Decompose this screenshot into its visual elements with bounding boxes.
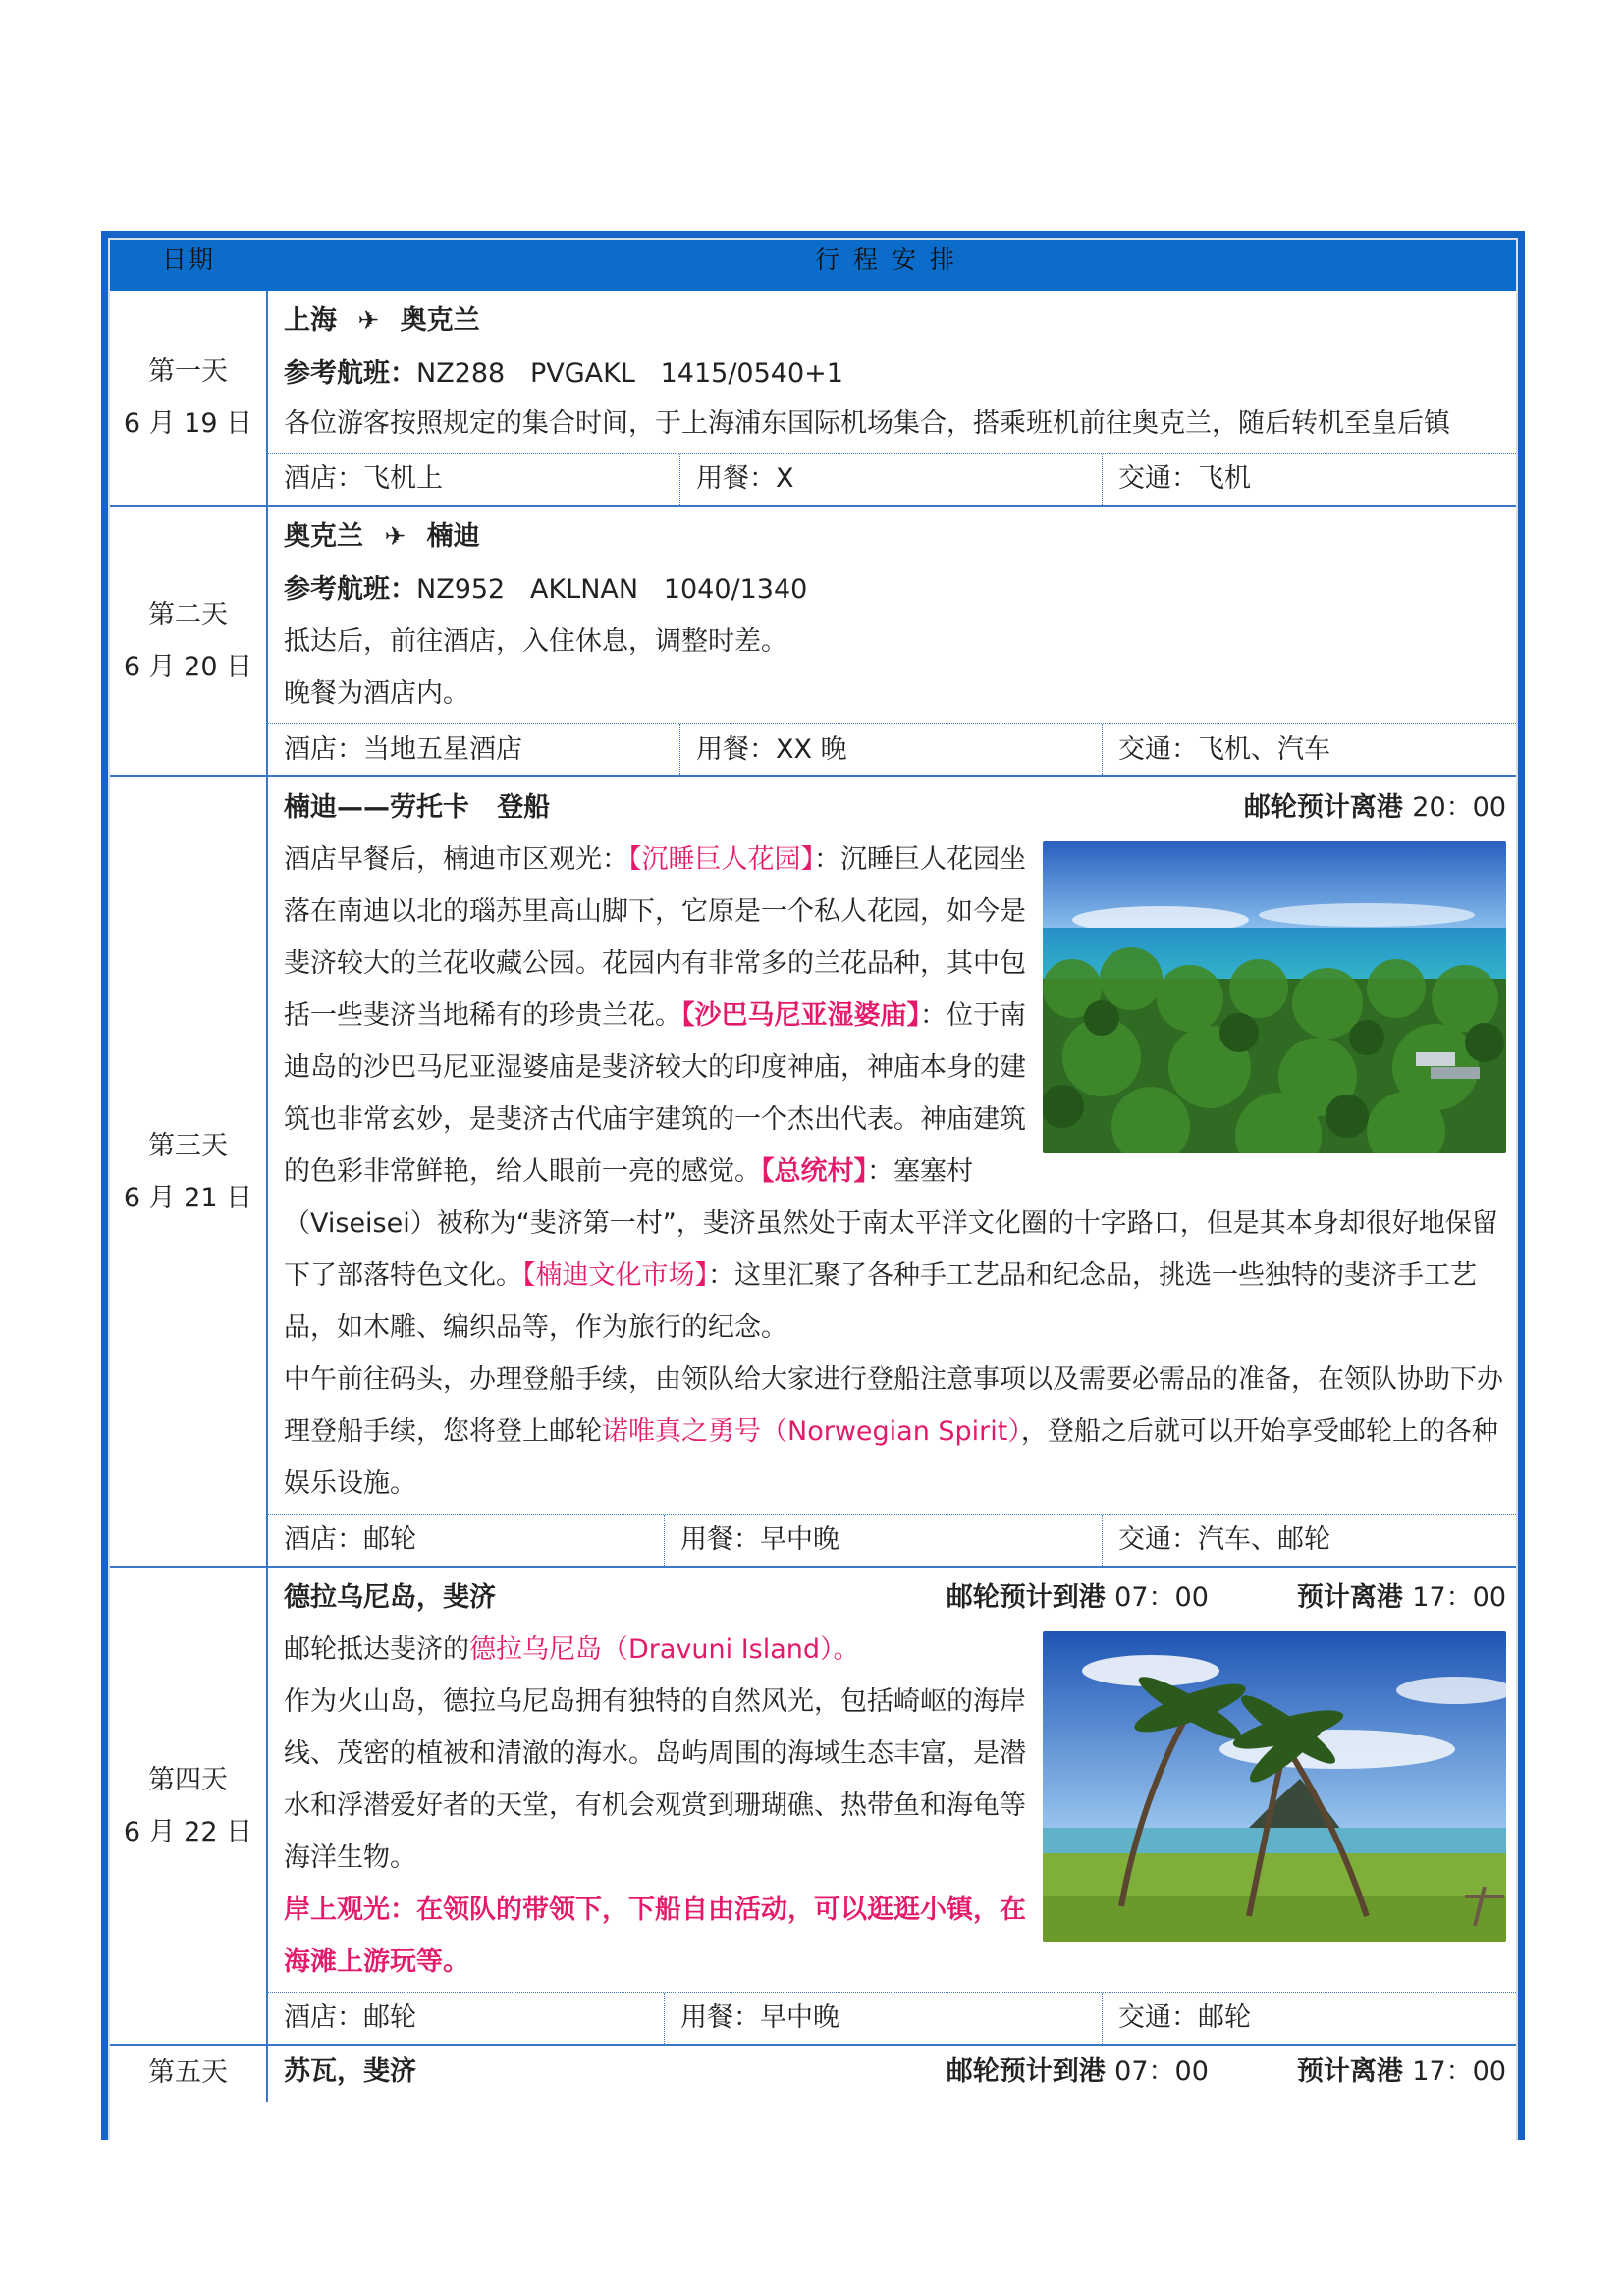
day-date: 6 月 20 日: [123, 652, 253, 682]
departure-time: 预计离港 17：00: [1296, 2056, 1506, 2087]
arrival-time: 邮轮预计到港 07：00: [946, 1582, 1209, 1613]
day-title: [284, 294, 1506, 347]
meal-info: 用餐：X: [680, 454, 1103, 505]
hotel-info: 酒店：邮轮: [268, 1993, 665, 2044]
day-label: 第四天: [148, 1764, 228, 1795]
airplane-icon: ✈: [384, 522, 406, 552]
hotel-info: 酒店：当地五星酒店: [268, 724, 680, 775]
beach-palm-photo: [1043, 1631, 1506, 1942]
route-to: 奥克兰: [400, 305, 480, 336]
shore-excursion: 岸上观光：在领队的带领下，下船自由活动，可以逛逛小镇，在海滩上游玩等。: [284, 1895, 1026, 1977]
day-content-2: [267, 506, 1516, 776]
airplane-icon: ✈: [357, 306, 380, 336]
day-meta: [268, 453, 1516, 505]
day-title: 苏瓦，斐济 邮轮预计到港 07：00 预计离港 17：00: [284, 2046, 1506, 2098]
header-plan: 行程安排: [267, 240, 1516, 291]
day-description: 作为火山岛，德拉乌尼岛拥有独特的自然风光，包括崎岖的海岸线、茂密的植被和清澈的海水。岛屿周围的海域生态丰富，是潜水和浮潜爱好者的天堂，有机会观赏到珊瑚礁、热带鱼和海龟等海洋生物。: [284, 1686, 1026, 1873]
day-cell-2: [110, 506, 267, 776]
day-title: [284, 510, 1506, 563]
day-date: 6 月 22 日: [123, 1816, 253, 1847]
ship-name: 诺唯真之勇号（Norwegian Spirit）: [602, 1416, 1021, 1447]
day-date: 6 月 21 日: [123, 1182, 253, 1213]
day-row-2: [110, 506, 1516, 776]
day-cell-3: [110, 776, 267, 1567]
hotel-info: 酒店：邮轮: [268, 1515, 665, 1566]
transport-info: 交通：汽车、邮轮: [1118, 1524, 1330, 1555]
highlight-market: 【楠迪文化市场】: [522, 1260, 708, 1291]
highlight-temple: 【沙巴马尼亚湿婆庙】: [681, 1000, 920, 1031]
meal-info: 用餐：早中晚: [665, 1993, 1103, 2044]
flight-info: 参考航班：NZ952 AKLNAN 1040/1340: [284, 574, 808, 605]
departure-time: 预计离港 17：00: [1296, 1582, 1506, 1613]
header-date: 日期: [110, 240, 267, 291]
day-row-1: [110, 291, 1516, 506]
lagoon-palm-photo: [1043, 841, 1506, 1153]
route-from: 上海: [284, 305, 337, 336]
day-content-5: [267, 2045, 1516, 2102]
table-header: [110, 240, 1516, 291]
arrival-time: 邮轮预计到港 07：00: [946, 2056, 1209, 2087]
day-meta: [268, 1992, 1516, 2044]
island-name: 德拉乌尼岛（Dravuni Island）。: [469, 1634, 860, 1665]
day-content-3: 楠迪——劳托卡 登船 邮轮预计离港 20：00 酒店早餐后，楠迪市区观光：【沉睡巨人花园】：沉睡巨人花园坐落在南迪以北的瑙苏里高山脚下，它原是一个私人花园，如今是斐济较大的兰花收藏公园。花园内有非常多的兰花品种，其中包括一些斐济当地稀有的珍贵兰花。【沙巴马尼亚湿婆庙】：位于南迪岛的沙巴马尼亚湿婆庙是斐济较大的印度神庙，神庙本身的建筑也非常玄妙，是斐济古代庙宇建筑的一个杰出代表。神庙建筑的色彩非常鲜艳，给人眼前一亮的感觉。【总统村】：塞塞村（Viseisei）被称为“斐济第一村”，斐济虽然处于南太平洋文化圈的十字路口，但是其本身却很好地保留下了部落特色文化。【楠迪文化市场】：这里汇聚了各种手工艺品和纪念品，挑选一些独特的斐济手工艺品，如木雕、编织品等，作为旅行的纪念。 中午前往码头，办理登船手续，由领队给大家进行登船注意事项以及需要必需品的准备，在领队协助下办理登船手续，您将登上邮轮诺唯真之勇号（Norwegian Spirit），登船之后就可以开始享受邮轮上的各种娱乐设施。 酒店：邮轮 用餐：早中晚 交通：汽车、邮轮: [267, 776, 1516, 1567]
day-content-1: [267, 291, 1516, 506]
day-description: 抵达后，前往酒店，入住休息，调整时差。: [284, 626, 787, 657]
transport-info: 交通：邮轮: [1118, 2002, 1251, 2033]
day-label: 第五天: [148, 2057, 228, 2088]
day-description: 晚餐为酒店内。: [284, 678, 469, 709]
transport-info: 交通：飞机: [1118, 463, 1251, 494]
meal-info: 用餐：早中晚: [665, 1515, 1103, 1566]
day-label: 第二天: [148, 600, 228, 630]
day-title: 楠迪——劳托卡 登船 邮轮预计离港 20：00: [284, 781, 1506, 833]
day-date: 6 月 19 日: [123, 408, 253, 439]
hotel-info: 酒店：飞机上: [268, 454, 680, 505]
day-meta: [268, 723, 1516, 775]
day-label: 第一天: [148, 356, 228, 387]
highlight-village: 【总统村】: [761, 1156, 867, 1187]
meal-info: 用餐：XX 晚: [680, 724, 1103, 775]
itinerary-table: [110, 240, 1516, 2102]
itinerary-table-container: [108, 238, 1518, 2140]
day-content-4: 德拉乌尼岛，斐济 邮轮预计到港 07：00 预计离港 17：00 邮轮抵达斐济的德拉乌尼岛（Dravuni Island）。 作为火山岛，德拉乌尼岛拥有独特的自然风光，包括崎岖的海岸线、茂密的植被和清澈的海水。岛屿周围的海域生态丰富，是潜水和浮潜爱好者的天堂，有机会观赏到珊瑚礁、热带鱼和海龟等海洋生物。 岸上观光：在领队的带领下，下船自由活动，可以逛逛小镇，在海滩上游玩等。 酒店：邮轮 用餐：早中晚 交通：邮轮: [267, 1567, 1516, 2045]
highlight-garden: 【沉睡巨人花园】: [628, 844, 814, 875]
day-cell-4: [110, 1567, 267, 2045]
departure-time: 邮轮预计离港 20：00: [1243, 792, 1506, 823]
day-cell-1: [110, 291, 267, 506]
route-from: 奥克兰: [284, 521, 363, 552]
day-row-3: [110, 776, 1516, 1567]
day-row-5: [110, 2045, 1516, 2102]
day-description: 各位游客按照规定的集合时间，于上海浦东国际机场集合，搭乘班机前往奥克兰，随后转机至皇后镇: [284, 408, 1450, 439]
route-to: 楠迪: [426, 521, 480, 552]
flight-info: 参考航班：NZ288 PVGAKL 1415/0540+1: [284, 358, 843, 389]
day-row-4: [110, 1567, 1516, 2045]
itinerary-frame: [101, 231, 1525, 2140]
day-label: 第三天: [148, 1130, 228, 1161]
transport-info: 交通：飞机、汽车: [1118, 734, 1330, 765]
day-title: 德拉乌尼岛，斐济 邮轮预计到港 07：00 预计离港 17：00: [284, 1572, 1506, 1624]
day-meta: [268, 1514, 1516, 1566]
day-cell-5: [110, 2045, 267, 2102]
